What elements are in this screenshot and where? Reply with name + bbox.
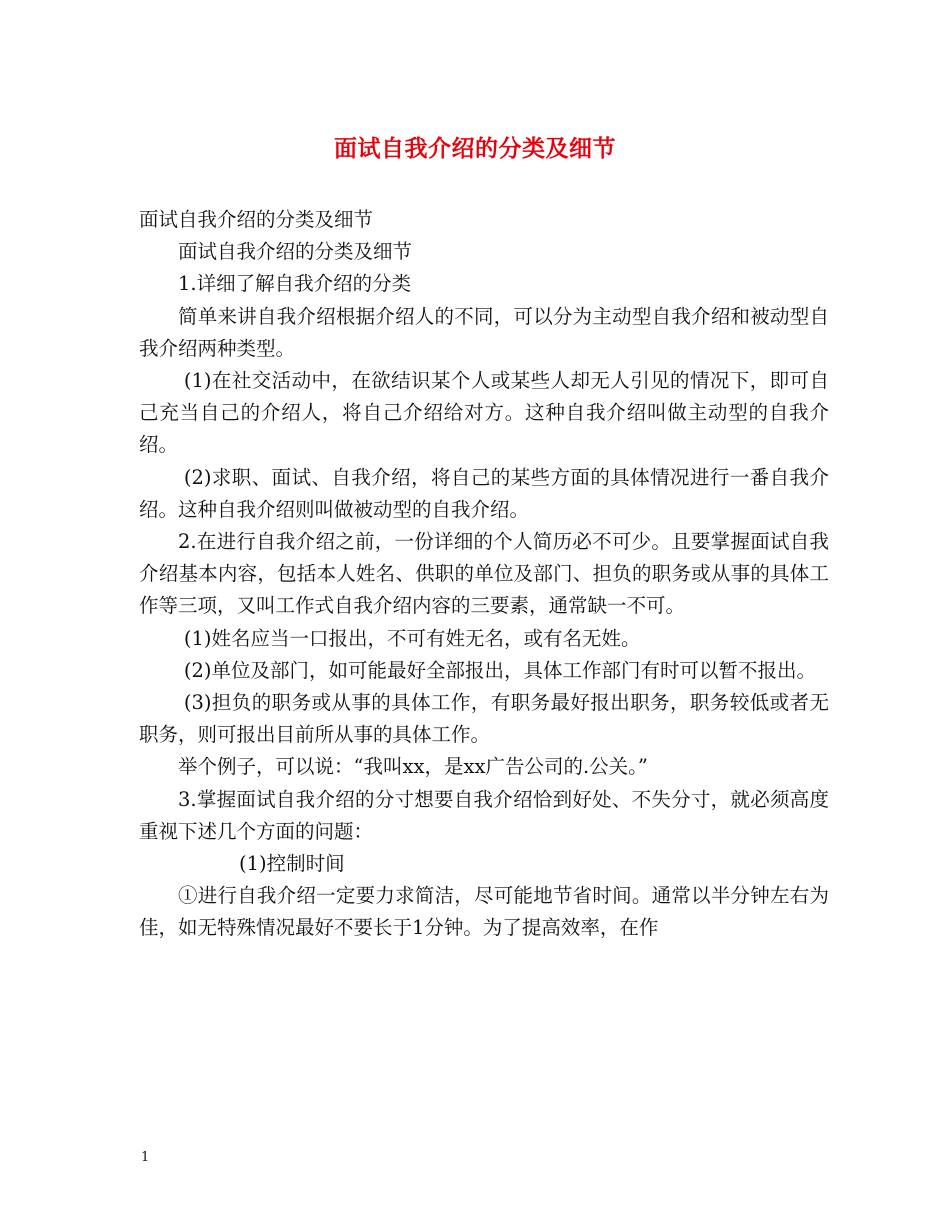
paragraph-item: (2)单位及部门，如可能最好全部报出，具体工作部门有时可以暂不报出。 [183, 658, 816, 682]
paragraph-heading: 面试自我介绍的分类及细节 [139, 208, 374, 231]
paragraph-section-2: 2.在进行自我介绍之前，一份详细的个人简历必不可少。且要掌握面试自我介绍基本内容，包括本人姓名、供职的单位及部门、担负的职务或从事的具体工作等三项，又叫工作式自我介绍内容的三要素，通常缺一不可。 [139, 530, 829, 618]
page-number: 1 [141, 1150, 150, 1165]
paragraph-section-1: 1.详细了解自我介绍的分类 [178, 272, 412, 296]
paragraph-item: (2)求职、面试、自我介绍，将自己的某些方面的具体情况进行一番自我介绍。这种自我介绍则叫做被动型的自我介绍。 [139, 465, 829, 521]
paragraph-subheading: 面试自我介绍的分类及细节 [178, 240, 413, 264]
paragraph-item: (1)在社交活动中，在欲结识某个人或某些人却无人引见的情况下，即可自己充当自己的介绍人，将自己介绍给对方。这种自我介绍叫做主动型的自我介绍。 [139, 369, 829, 457]
paragraph-subsection: (1)控制时间 [239, 852, 345, 876]
paragraph: ①进行自我介绍一定要力求简洁，尽可能地节省时间。通常以半分钟左右为佳，如无特殊情况最好不要长于1分钟。为了提高效率，在作 [139, 884, 829, 940]
paragraph-example: 举个例子，可以说：“我叫xx，是xx广告公司的.公关。” [178, 755, 648, 779]
paragraph-item: (3)担负的职务或从事的具体工作，有职务最好报出职务，职务较低或者无职务，则可报出目前所从事的具体工作。 [139, 691, 829, 747]
paragraph-section-3: 3.掌握面试自我介绍的分寸想要自我介绍恰到好处、不失分寸，就必须高度重视下述几个方面的问题： [139, 787, 829, 843]
paragraph: 简单来讲自我介绍根据介绍人的不同，可以分为主动型自我介绍和被动型自我介绍两种类型。 [139, 304, 829, 360]
paragraph-item: (1)姓名应当一口报出，不可有姓无名，或有名无姓。 [183, 626, 641, 650]
document-body [139, 204, 829, 945]
document-title: 面试自我介绍的分类及细节 [334, 135, 616, 162]
